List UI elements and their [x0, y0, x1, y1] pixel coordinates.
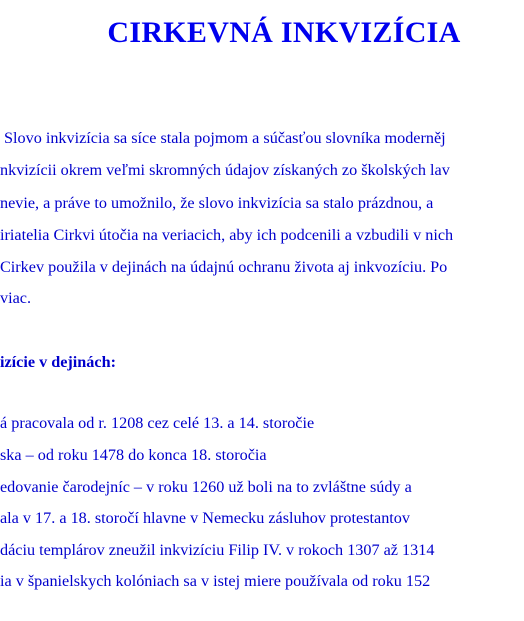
list-item: ala v 17. a 18. storočí hlavne v Nemecku zásluhov protestantov	[0, 509, 410, 527]
document-title: CIRKEVNÁ INKVIZÍCIA	[107, 16, 461, 49]
section-heading: izície v dejinách:	[0, 353, 116, 371]
paragraph-line: Cirkev použila v dejinách na údajnú ochranu života aj inkvozíciu. Po	[0, 258, 448, 276]
list-item: ia v španielskych kolóniach sa v istej miere používala od roku 152	[0, 572, 431, 590]
list-item: á pracovala od r. 1208 cez celé 13. a 14. storočie	[0, 414, 315, 432]
paragraph-line: Slovo inkvizícia sa síce stala pojmom a súčasťou slovníka moderněj	[4, 129, 446, 147]
list-item: ska – od roku 1478 do konca 18. storočia	[0, 446, 267, 464]
list-item: dáciu templárov zneužil inkvizíciu Filip IV. v rokoch 1307 až 1314	[0, 541, 435, 559]
list-item: edovanie čarodejníc – v roku 1260 už boli na to zvláštne súdy a	[0, 478, 412, 496]
paragraph-line: iriatelia Cirkvi útočia na veriacich, aby ich podcenili a vzbudili v nich	[0, 226, 454, 244]
paragraph-line: nevie, a práve to umožnilo, že slovo inkvizícia sa stalo prázdnou, a	[0, 194, 434, 212]
paragraph-line: viac.	[0, 289, 32, 307]
paragraph-line: nkvizícii okrem veľmi skromných údajov získaných zo školských lav	[0, 161, 450, 179]
